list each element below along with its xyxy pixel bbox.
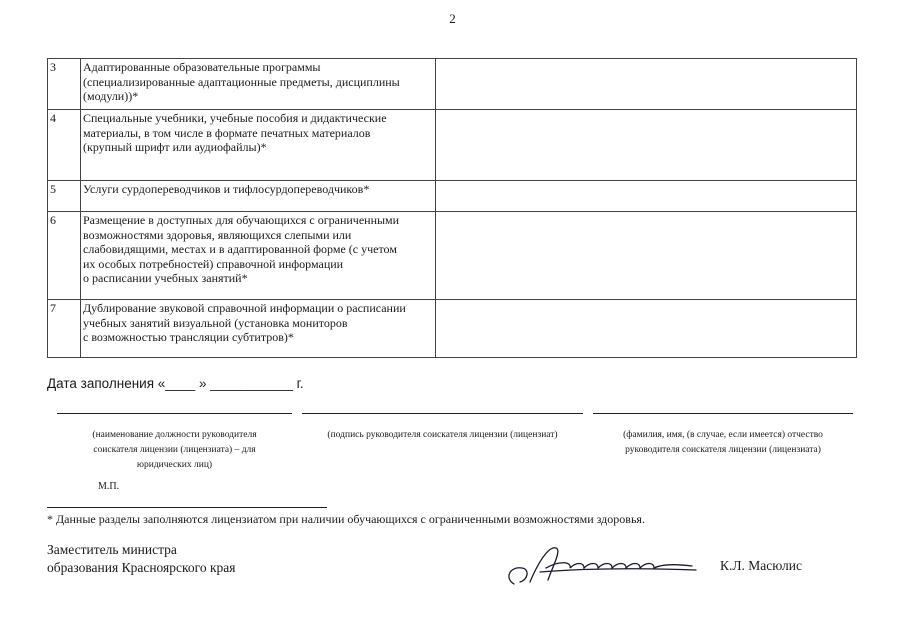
page-number: 2: [449, 11, 456, 26]
description-line: о расписании учебных занятий*: [83, 271, 248, 285]
row-number: 3: [48, 59, 81, 110]
position-caption: [57, 428, 292, 473]
caption-line: руководителя соискателя лицензии (лицензиата): [625, 445, 821, 455]
position-signature-line: [57, 413, 292, 414]
row-number: 7: [48, 300, 81, 358]
row-description: [81, 212, 436, 300]
caption-line: юридических лиц): [136, 460, 213, 470]
table-row: [48, 59, 857, 110]
row-description: [81, 110, 436, 181]
description-line: с возможностью трансляции субтитров)*: [83, 330, 294, 344]
footnote-rule: [47, 507, 327, 508]
row-value-cell: [436, 110, 857, 181]
footnote: * Данные разделы заполняются лицензиатом при наличии обучающихся с ограниченными возможностями здоровья.: [47, 512, 645, 526]
signature-caption: [302, 428, 583, 443]
description-line: их особых потребностей) справочной информации: [83, 256, 344, 271]
row-number: 5: [48, 181, 81, 212]
table-row: [48, 110, 857, 181]
description-line: Специальные учебники, учебные пособия и дидактические: [83, 111, 387, 125]
signer-title: [47, 541, 235, 577]
description-line: (специализированные адаптационные предметы, дисциплины: [83, 74, 400, 89]
signer-name: К.Л. Масюлис: [720, 558, 802, 573]
caption-line: (фамилия, имя, (в случае, если имеется) отчество: [623, 430, 823, 440]
description-line: (крупный шрифт или аудиофайлы)*: [83, 140, 267, 154]
caption-line: (наименование должности руководителя: [92, 430, 257, 440]
caption-line: (подпись руководителя соискателя лицензии (лицензиат): [327, 430, 558, 440]
table-row: [48, 212, 857, 300]
description-line: материалы, в том числе в формате печатных материалов: [83, 125, 371, 140]
row-value-cell: [436, 300, 857, 358]
description-line: возможностями здоровья, являющихся слепыми или: [83, 227, 352, 242]
name-signature-line: [593, 413, 853, 414]
description-line: (модули))*: [83, 89, 139, 103]
description-line: Услуги сурдопереводчиков и тифлосурдопереводчиков*: [83, 182, 370, 196]
requirements-table: [47, 58, 857, 358]
stamp-place-label: М.П.: [98, 481, 120, 492]
description-line: слабовидящими, местах и в адаптированной форме (с учетом: [83, 242, 397, 256]
description-line: учебных занятий визуальной (установка мониторов: [83, 315, 348, 330]
row-value-cell: [436, 59, 857, 110]
row-description: [81, 181, 436, 212]
row-description: [81, 59, 436, 110]
row-number: 4: [48, 110, 81, 181]
caption-line: соискателя лицензии (лицензиата) – для: [93, 445, 256, 455]
description-line: Адаптированные образовательные программы: [83, 60, 321, 74]
row-number: 6: [48, 212, 81, 300]
signer-title-line: образования Красноярского края: [47, 560, 236, 575]
row-description: [81, 300, 436, 358]
description-line: Размещение в доступных для обучающихся с ограниченными: [83, 213, 400, 227]
name-caption: [593, 428, 853, 458]
fill-date-line: Дата заполнения «____ » ___________ г.: [47, 376, 304, 391]
row-value-cell: [436, 181, 857, 212]
table-row: [48, 181, 857, 212]
signature-line: [302, 413, 583, 414]
row-value-cell: [436, 212, 857, 300]
table-row: [48, 300, 857, 358]
signer-title-line: Заместитель министра: [47, 542, 177, 557]
handwritten-signature: [500, 538, 700, 593]
description-line: Дублирование звуковой справочной информации о расписании: [83, 301, 406, 315]
